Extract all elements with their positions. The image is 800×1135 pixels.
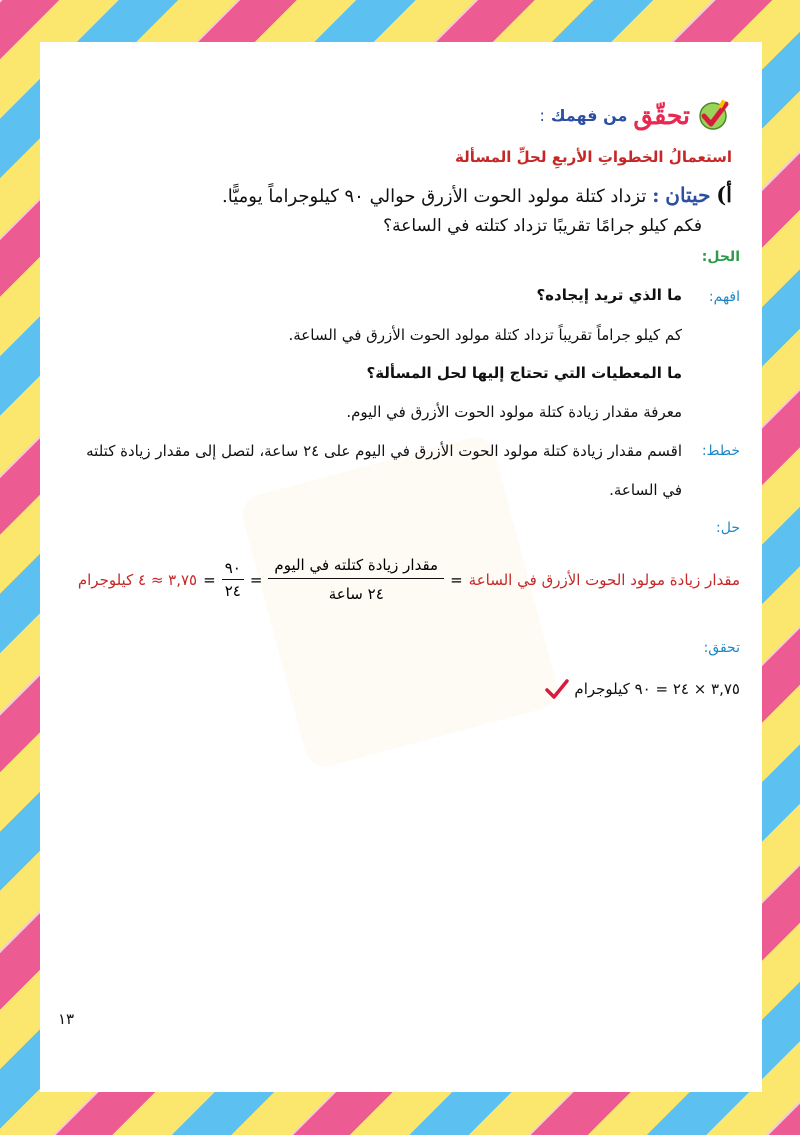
problem-text-2: فكم كيلو جرامًا تقريبًا تزداد كتلته في الساعة؟ [383,216,702,236]
understand-question-1: ما الذي تريد إيجاده؟ [536,286,682,304]
equals-sign-2: = [249,570,263,589]
solution-label: الحل: [701,249,740,265]
problem-line-1 [222,182,732,207]
solve-lhs: مقدار زيادة مولود الحوت الأزرق في الساعة [468,570,740,589]
problem-heading: حيتان [665,183,711,207]
page-number: ١٣ [58,1010,75,1028]
understand-label: افهم: [708,289,740,305]
title-colon: : [539,105,545,125]
section-header [539,98,730,132]
fraction-words [268,556,444,603]
solve-label: حل: [716,520,740,536]
page [40,42,762,1092]
solve-equation [78,556,740,603]
equals-sign-3: = [203,570,216,589]
checkmark-icon [544,678,570,700]
check-pencil-icon [696,98,730,132]
title-sub: من فهمك [550,105,628,125]
problem-colon: : [652,183,660,207]
title-main: تحقّق [633,100,690,130]
verify-text: ٣,٧٥ × ٢٤ = ٩٠ كيلوجرام [574,680,740,698]
fraction-numbers-denominator: ٢٤ [224,582,241,600]
problem-number: أ) [716,182,732,207]
fraction-numbers [222,559,244,600]
fraction-numbers-numerator: ٩٠ [224,559,241,577]
understand-answer-2: معرفة مقدار زيادة كتلة مولود الحوت الأزرق في اليوم. [346,403,682,421]
section-subtitle: استعمالُ الخطواتِ الأربعِ لحلِّ المسألة [454,148,732,166]
plan-text-1: اقسم مقدار زيادة كتلة مولود الحوت الأزرق في اليوم على ٢٤ ساعة، لتصل إلى مقدار زيادة كتلته [86,442,682,460]
understand-answer-1: كم كيلو جراماً تقريباً تزداد كتلة مولود الحوت الأزرق في الساعة. [288,326,682,344]
fraction-words-denominator: ٢٤ ساعة [328,585,384,603]
equals-sign-1: = [450,570,463,589]
verify-row [544,678,740,700]
understand-question-2: ما المعطيات التي تحتاج إليها لحل المسألة؟ [366,364,682,382]
plan-label: خطط: [701,443,740,459]
verify-label: تحقق: [703,640,740,656]
plan-text-2: في الساعة. [609,481,682,499]
solve-result: ٣,٧٥ ≈ ٤ كيلوجرام [77,570,198,589]
problem-text-1: تزداد كتلة مولود الحوت الأزرق حوالي ٩٠ كيلوجراماً يوميًّا. [222,186,647,207]
fraction-words-numerator: مقدار زيادة كتلته في اليوم [274,556,439,574]
